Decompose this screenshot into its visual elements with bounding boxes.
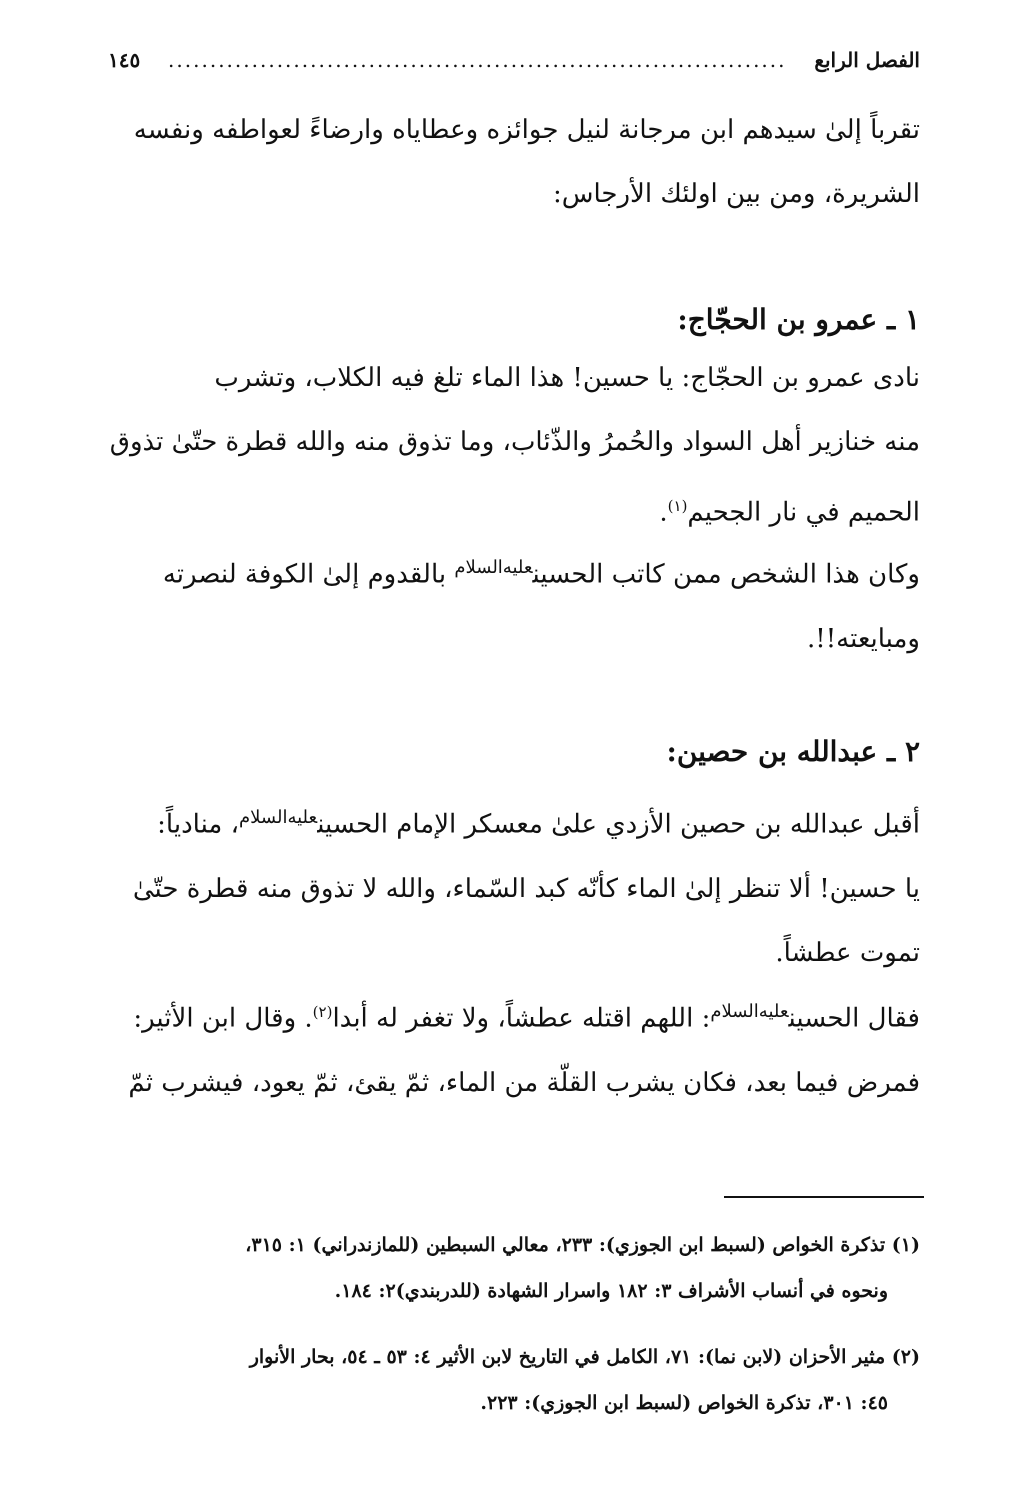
text-line xyxy=(108,536,920,607)
text-run: : اللهم اقتله عطشاً، ولا تغفر له أبدا xyxy=(332,1003,711,1034)
header-dot-leader: .......................................................................... xyxy=(168,48,787,72)
text-run: . وقال ابن الأثير: xyxy=(133,1003,313,1034)
text-run: وكان هذا الشخص ممن كاتب الحسين xyxy=(532,559,920,590)
section-2-paragraph-1 xyxy=(108,786,920,985)
text-run: الحميم في نار الجحيم xyxy=(687,497,920,528)
intro-paragraph xyxy=(108,98,920,226)
section-2-paragraph-2 xyxy=(108,980,920,1115)
text-line xyxy=(108,474,920,545)
section-1-paragraph-2 xyxy=(108,536,920,671)
text-run: فقال الحسين xyxy=(788,1003,920,1034)
footnote-line: ٤٥: ٣٠١، تذكرة الخواص (لسبط ابن الجوزي): ٢٢٣. xyxy=(480,1392,888,1414)
text-line: تقرباً إلىٰ سيدهم ابن مرجانة لنيل جوائزه وعطاياه وارضاءً لعواطفه ونفسه xyxy=(133,115,920,145)
footnote-line: (٢) مثير الأحزان (لابن نما): ٧١، الكامل في التاريخ لابن الأثير ٤: ٥٣ ـ ٥٤، بحار الأنوار xyxy=(249,1346,920,1368)
text-run: . xyxy=(659,497,668,528)
text-line: ومبايعته!!. xyxy=(807,623,920,654)
honorific-glyph: عليه‌السلام xyxy=(239,807,318,828)
footnote-separator xyxy=(724,1196,924,1198)
page-number: ١٤٥ xyxy=(108,48,141,72)
section-1-paragraph-1 xyxy=(108,346,920,545)
text-line: يا حسين! ألا تنظر إلىٰ الماء كأنّه كبد السّماء، والله لا تذوق منه قطرة حتّىٰ xyxy=(132,873,920,904)
footnote-ref-2[interactable]: (٢) xyxy=(312,1003,333,1021)
text-line: منه خنازير أهل السواد والحُمرُ والذّئاب، وما تذوق منه والله قطرة حتّىٰ تذوق xyxy=(109,427,920,457)
text-line: فمرض فيما بعد، فكان يشرب القلّة من الماء، ثمّ يقئ، ثمّ يعود، فيشرب ثمّ xyxy=(128,1067,920,1098)
text-line: تموت عطشاً. xyxy=(775,937,920,968)
page-header xyxy=(108,40,920,80)
footnote-ref-1[interactable]: (١) xyxy=(667,497,688,515)
text-run: بالقدوم إلىٰ الكوفة لنصرته xyxy=(162,559,455,590)
footnote-1 xyxy=(108,1222,920,1314)
section-heading-1: ١ ـ عمرو بن الحجّاج: xyxy=(677,303,920,336)
text-line: الشريرة، ومن بين اولئك الأرجاس: xyxy=(552,179,920,209)
footnote-2 xyxy=(108,1334,920,1426)
footnote-line: (١) تذكرة الخواص (لسبط ابن الجوزي): ٢٣٣، معالي السبطين (للمازندراني) ١: ٣١٥، xyxy=(245,1234,920,1256)
chapter-title: الفصل الرابع xyxy=(814,48,920,72)
text-line xyxy=(108,980,920,1051)
section-heading-2: ٢ ـ عبدالله بن حصين: xyxy=(666,735,920,768)
text-line: نادى عمرو بن الحجّاج: يا حسين! هذا الماء تلغ فيه الكلاب، وتشرب xyxy=(214,363,920,393)
honorific-glyph: عليه‌السلام xyxy=(710,1001,789,1022)
text-line xyxy=(108,786,920,857)
text-run: أقبل عبدالله بن حصين الأزدي علىٰ معسكر الإمام الحسين xyxy=(317,809,920,840)
honorific-glyph: عليه‌السلام xyxy=(454,557,533,578)
footnote-line: ونحوه في أنساب الأشراف ٣: ١٨٢ واسرار الشهادة (للدربندي)٢: ١٨٤. xyxy=(334,1280,888,1302)
text-run: ، منادياً: xyxy=(157,809,240,840)
